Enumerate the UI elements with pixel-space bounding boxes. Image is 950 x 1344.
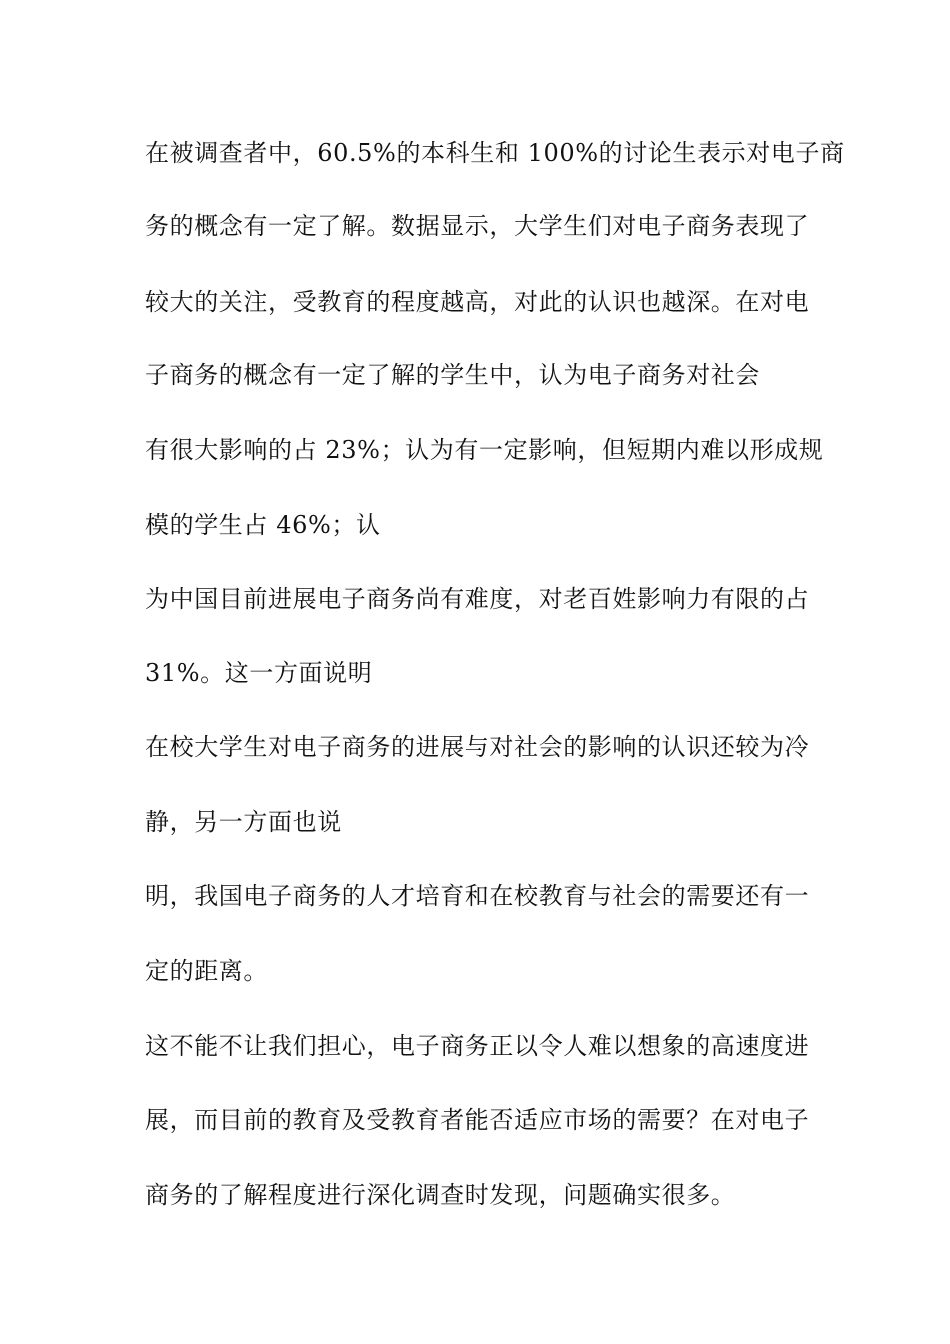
text-line: 为中国目前进展电子商务尚有难度，对老百姓影响力有限的占 [145, 585, 810, 613]
text-line: 静，另一方面也说 [145, 808, 342, 836]
text-line: 在被调查者中，60.5%的本科生和 100%的讨论生表示对电子商 [145, 139, 845, 167]
text-line: 子商务的概念有一定了解的学生中，认为电子商务对社会 [145, 361, 760, 389]
text-line: 定的距离。 [145, 957, 268, 985]
text-line: 在校大学生对电子商务的进展与对社会的影响的认识还较为冷 [145, 733, 810, 761]
text-line: 展，而目前的教育及受教育者能否适应市场的需要？在对电子 [145, 1106, 810, 1134]
text-line: 明，我国电子商务的人才培育和在校教育与社会的需要还有一 [145, 882, 810, 910]
text-line: 务的概念有一定了解。数据显示，大学生们对电子商务表现了 [145, 212, 810, 240]
text-line: 商务的了解程度进行深化调查时发现，问题确实很多。 [145, 1181, 736, 1209]
text-line: 模的学生占 46%；认 [145, 511, 381, 539]
text-line: 31%。这一方面说明 [145, 659, 373, 687]
text-line: 较大的关注，受教育的程度越高，对此的认识也越深。在对电 [145, 288, 810, 316]
text-line: 这不能不让我们担心，电子商务正以令人难以想象的高速度进 [145, 1032, 810, 1060]
text-line: 有很大影响的占 23%；认为有一定影响，但短期内难以形成规 [145, 436, 824, 464]
